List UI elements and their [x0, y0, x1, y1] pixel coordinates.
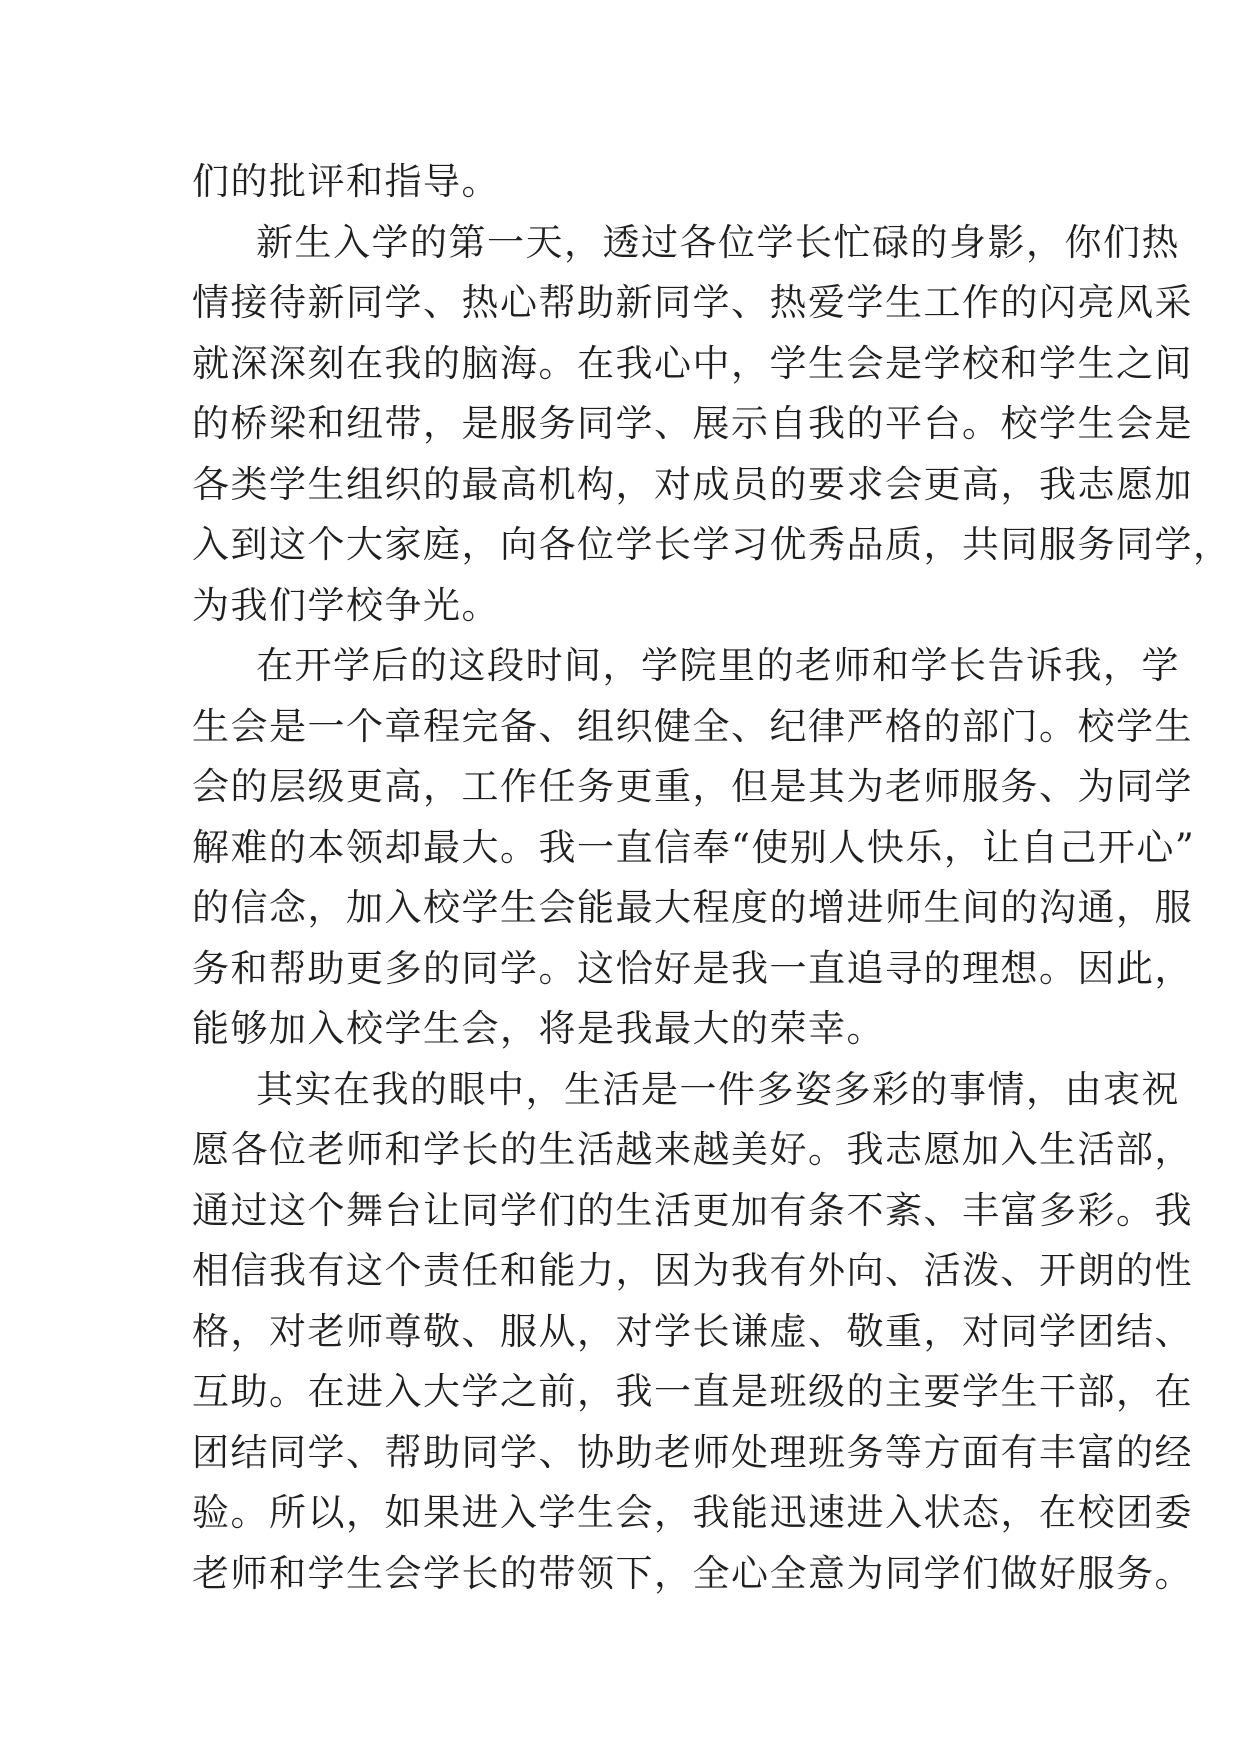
text-line: 就深深刻在我的脑海。在我心中，学生会是学校和学生之间	[192, 341, 1193, 385]
text-line: 愿各位老师和学长的生活越来越美好。我志愿加入生活部，	[192, 1128, 1193, 1171]
text-line: 们的批评和指导。	[192, 160, 500, 203]
paragraph-first-line: 其实在我的眼中，生活是一件多姿多彩的事情，由衷祝	[256, 1067, 1180, 1111]
text-line: 为我们学校争光。	[192, 583, 500, 627]
text-line: 老师和学生会学长的带领下，全心全意为同学们做好服务。	[192, 1551, 1193, 1595]
paragraph-first-line: 在开学后的这段时间，学院里的老师和学长告诉我，学	[256, 644, 1180, 687]
text-line: 解难的本领却最大。我一直信奉“使别人快乐，让自己开心”	[192, 825, 1196, 869]
text-line: 各类学生组织的最高机构，对成员的要求会更高，我志愿加	[192, 462, 1193, 506]
text-line: 的信念，加入校学生会能最大程度的增进师生间的沟通，服	[192, 886, 1193, 929]
text-line: 相信我有这个责任和能力，因为我有外向、活泼、开朗的性	[192, 1249, 1193, 1292]
text-line: 通过这个舞台让同学们的生活更加有条不紊、丰富多彩。我	[192, 1188, 1193, 1232]
text-line: 团结同学、帮助同学、协助老师处理班务等方面有丰富的经	[192, 1430, 1193, 1474]
text-line: 格，对老师尊敬、服从，对学长谦虚、敬重，对同学团结、	[192, 1309, 1193, 1353]
text-line: 互助。在进入大学之前，我一直是班级的主要学生干部，在	[192, 1370, 1193, 1413]
text-line: 能够加入校学生会，将是我最大的荣幸。	[192, 1007, 885, 1050]
text-line: 情接待新同学、热心帮助新同学、热爱学生工作的闪亮风采	[192, 281, 1193, 324]
text-line: 入到这个大家庭，向各位学长学习优秀品质，共同服务同学，	[192, 523, 1232, 566]
text-line: 务和帮助更多的同学。这恰好是我一直追寻的理想。因此，	[192, 946, 1193, 990]
text-line: 的桥梁和纽带，是服务同学、展示自我的平台。校学生会是	[192, 402, 1193, 445]
text-line: 会的层级更高，工作任务更重，但是其为老师服务、为同学	[192, 765, 1193, 808]
text-line: 生会是一个章程完备、组织健全、纪律严格的部门。校学生	[192, 704, 1193, 748]
text-line: 验。所以，如果进入学生会，我能迅速进入状态，在校团委	[192, 1491, 1193, 1534]
body-text	[192, 152, 1232, 1604]
paragraph-first-line: 新生入学的第一天，透过各位学长忙碌的身影，你们热	[256, 220, 1180, 264]
